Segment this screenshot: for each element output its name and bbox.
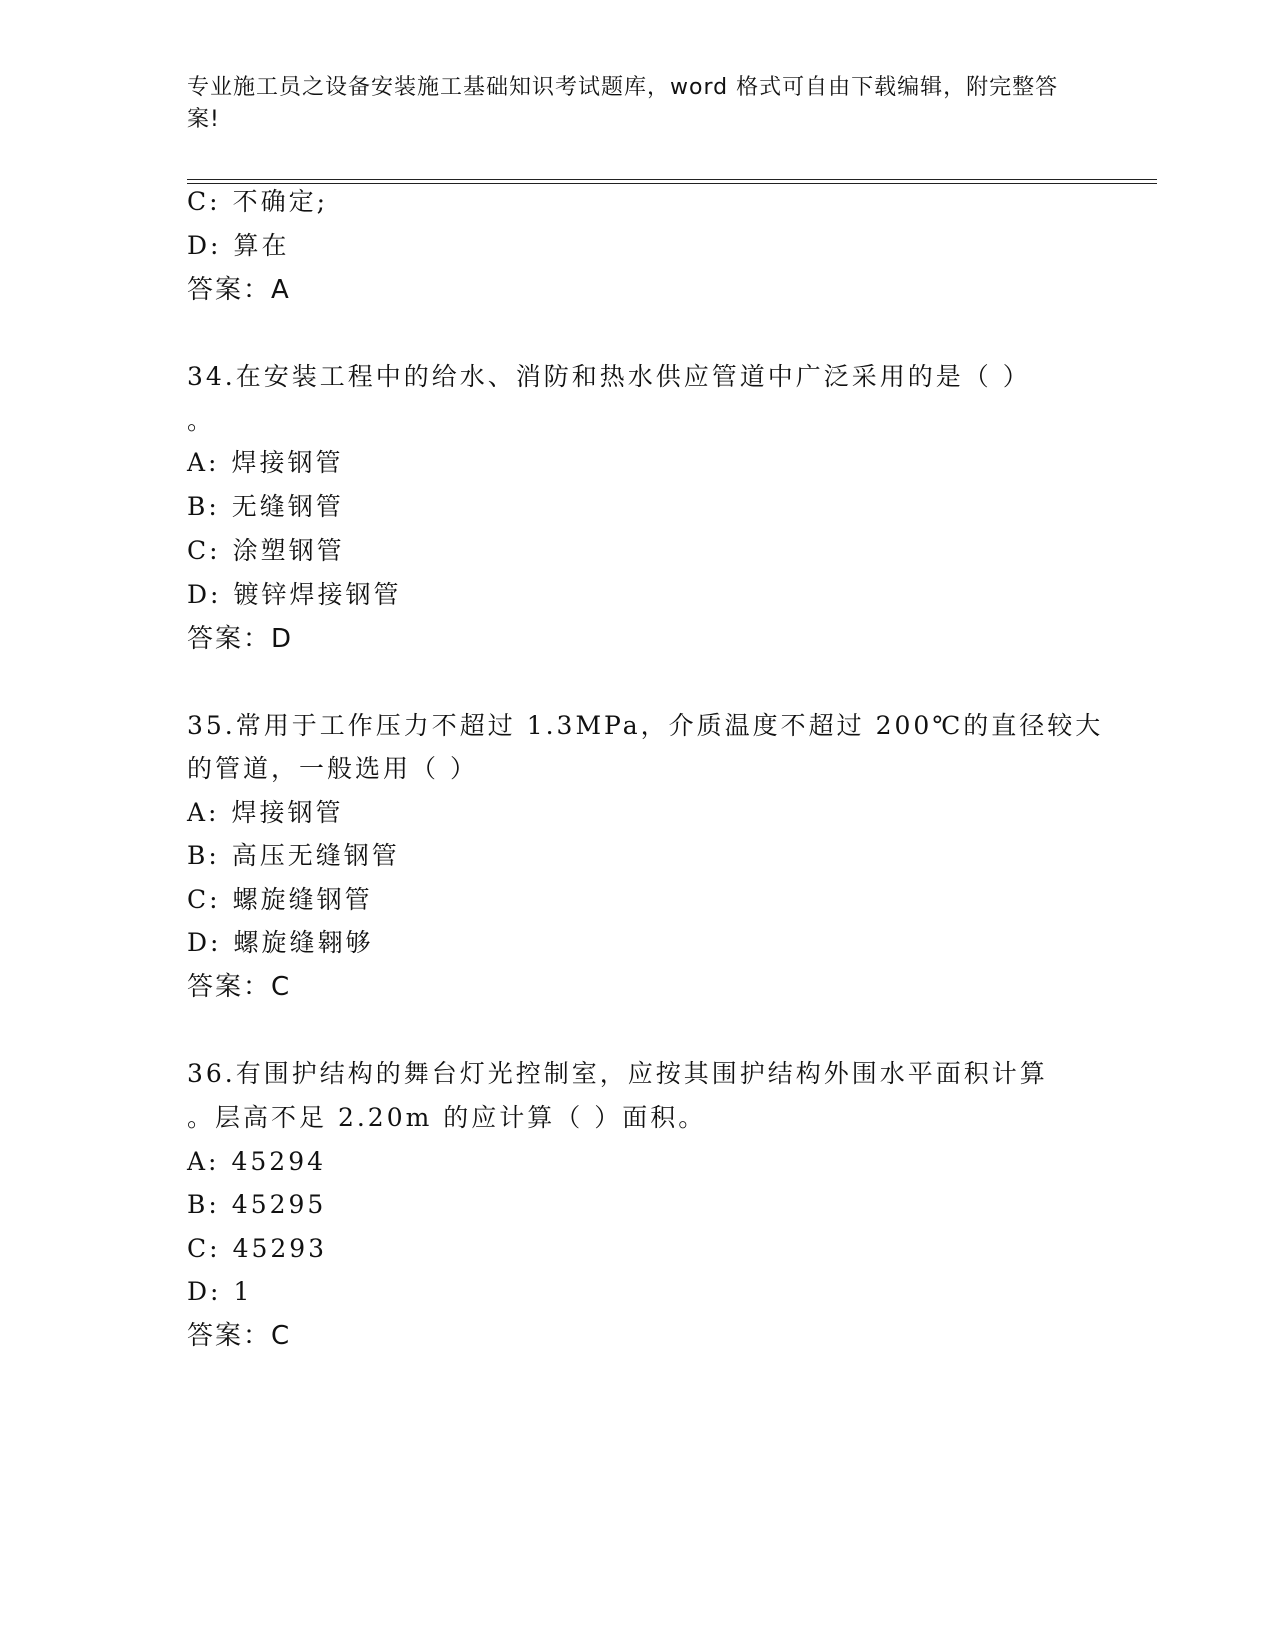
option-c — [187, 535, 345, 567]
option-text: 螺旋缝钢管 — [232, 885, 373, 914]
option-c — [187, 1233, 327, 1265]
header-divider-bottom — [187, 183, 1157, 184]
option-label: C: — [187, 885, 221, 914]
option-a — [187, 797, 344, 829]
option-text: 算在 — [233, 231, 290, 260]
option-label: C: — [187, 187, 221, 216]
answer-line: 答案：A — [187, 275, 291, 305]
option-label: D: — [187, 580, 222, 609]
option-label: C: — [187, 1234, 221, 1263]
option-label: C: — [187, 536, 221, 565]
option-b — [187, 491, 344, 523]
option-text: 涂塑钢管 — [232, 536, 345, 565]
question-stem-35: 35.常用于工作压力不超过 1.3MPa，介质温度不超过 200℃的直径较大 — [187, 711, 1104, 740]
option-b — [187, 840, 400, 872]
option-label: A: — [187, 448, 220, 477]
question-stem-36-cont: 。层高不足 2.20m 的应计算（ ）面积。 — [187, 1103, 707, 1132]
option-text: 螺旋缝翱够 — [233, 928, 374, 957]
answer-line: 答案：C — [187, 1321, 292, 1351]
header-divider-top — [187, 179, 1157, 180]
option-label: B: — [187, 841, 220, 870]
option-text: 45293 — [232, 1234, 328, 1263]
option-text: 不确定; — [232, 187, 328, 216]
option-label: B: — [187, 1190, 220, 1219]
option-label: D: — [187, 231, 222, 260]
option-text: 焊接钢管 — [231, 448, 344, 477]
option-d — [187, 230, 289, 262]
question-stem-34: 34.在安装工程中的给水、消防和热水供应管道中广泛采用的是（ ） — [187, 362, 1031, 391]
document-header: 专业施工员之设备安装施工基础知识考试题库，word 格式可自由下载编辑，附完整答案! — [187, 75, 1059, 132]
option-text: 无缝钢管 — [231, 492, 344, 521]
option-a — [187, 1146, 326, 1178]
question-stem-36: 36.有围护结构的舞台灯光控制室，应按其围护结构外围水平面积计算 — [187, 1059, 1048, 1088]
option-label: D: — [187, 928, 222, 957]
option-c — [187, 186, 328, 218]
option-c — [187, 884, 373, 916]
option-d — [187, 579, 401, 611]
question-stem-34-cont: 。 — [187, 406, 216, 435]
option-text: 镀锌焊接钢管 — [233, 580, 402, 609]
option-text: 1 — [233, 1277, 253, 1306]
option-label: D: — [187, 1277, 222, 1306]
option-text: 焊接钢管 — [231, 798, 344, 827]
option-b — [187, 1189, 326, 1221]
option-d — [187, 927, 373, 959]
option-text: 45295 — [231, 1190, 327, 1219]
option-text: 高压无缝钢管 — [231, 841, 400, 870]
option-d — [187, 1276, 252, 1308]
answer-line: 答案：D — [187, 624, 294, 654]
option-label: A: — [187, 1147, 220, 1176]
option-label: A: — [187, 798, 220, 827]
option-a — [187, 447, 344, 479]
option-text: 45294 — [231, 1147, 327, 1176]
question-stem-35-cont: 的管道，一般选用（ ） — [187, 754, 478, 783]
option-label: B: — [187, 492, 220, 521]
answer-line: 答案：C — [187, 972, 292, 1002]
